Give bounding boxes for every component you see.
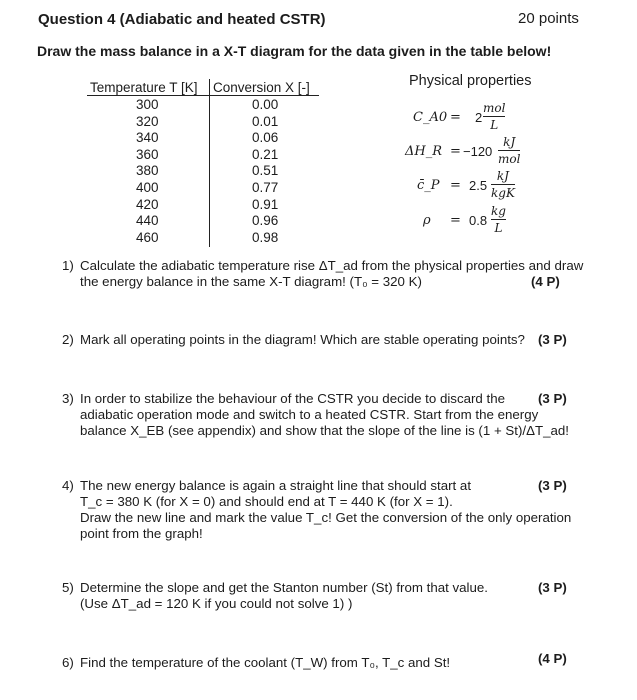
question-line: In order to stabilize the behaviour of the CSTR you decide to discard the [80, 391, 506, 406]
unit-denominator: L [490, 118, 499, 132]
property-symbol: ρ [423, 213, 431, 228]
property-unit [498, 135, 520, 166]
unit-denominator: kgK [491, 186, 515, 200]
question-points: (4 P) [531, 274, 560, 289]
question-number: 2) [62, 332, 74, 347]
table-cell-conversion: 0.77 [252, 179, 279, 195]
question-number: 4) [62, 478, 74, 493]
property-unit [491, 204, 506, 235]
question-points: (4 P) [538, 651, 567, 666]
table-header-conversion: Conversion X [-] [213, 80, 310, 95]
question-line: Find the temperature of the coolant (T_W) from T₀, T_c and St! [80, 655, 451, 670]
question-line: Calculate the adiabatic temperature rise ΔT_ad from the physical properties and draw [80, 258, 584, 273]
unit-denominator: mol [498, 152, 521, 166]
question-line: the energy balance in the same X-T diagram! (T₀ = 320 K) [80, 274, 422, 289]
property-value: 0.8 [469, 213, 488, 228]
table-cell-conversion: 0.01 [252, 113, 279, 129]
table-column-divider [209, 79, 210, 247]
temperature-column [136, 97, 159, 246]
question-number: 6) [62, 655, 74, 670]
property-equals: = [450, 178, 461, 193]
property-symbol: C_A0 [413, 110, 448, 125]
question-points: (3 P) [538, 391, 567, 406]
physical-properties-title: Physical properties [409, 73, 532, 89]
table-cell-temperature: 420 [136, 196, 159, 212]
instruction: Draw the mass balance in a X-T diagram for the data given in the table below! [37, 43, 552, 59]
table-cell-temperature: 380 [136, 163, 159, 179]
question-points: (3 P) [538, 580, 567, 595]
question-points: (3 P) [538, 332, 567, 347]
property-value: 2.5 [469, 178, 488, 193]
question-number: 3) [62, 391, 74, 406]
table-cell-conversion: 0.96 [252, 213, 279, 229]
table-cell-conversion: 0.00 [252, 97, 279, 112]
table-cell-temperature: 300 [136, 97, 159, 112]
property-equals: = [450, 213, 461, 228]
property-density [405, 205, 530, 239]
property-equals: = [450, 144, 461, 159]
unit-numerator: mol [483, 101, 506, 115]
question-points: (3 P) [538, 478, 567, 493]
unit-numerator: kJ [496, 169, 509, 183]
property-cp [405, 171, 530, 205]
property-unit [483, 101, 505, 132]
property-symbol: c̄_P [417, 178, 440, 193]
question-line: point from the graph! [80, 526, 203, 541]
property-cao [405, 103, 530, 137]
question-line: Mark all operating points in the diagram! Which are stable operating points? [80, 332, 525, 347]
total-points: 20 points [518, 10, 579, 27]
table-cell-conversion: 0.91 [252, 196, 279, 212]
question-number: 5) [62, 580, 74, 595]
table-header-rule [87, 95, 319, 96]
question-line: Determine the slope and get the Stanton number (St) from that value. [80, 580, 488, 595]
property-unit [491, 169, 515, 200]
unit-numerator: kJ [503, 135, 516, 149]
question-line: adiabatic operation mode and switch to a heated CSTR. Start from the energy [80, 407, 539, 422]
table-cell-conversion: 0.21 [252, 146, 279, 162]
table-cell-temperature: 460 [136, 229, 159, 245]
property-delta-hr [405, 137, 530, 171]
unit-numerator: kg [491, 204, 506, 218]
property-value: 2 [475, 110, 483, 125]
table-cell-conversion: 0.51 [252, 163, 279, 179]
conversion-column [252, 97, 278, 246]
unit-denominator: L [494, 221, 503, 235]
question-line: T_c = 380 K (for X = 0) and should end at T = 440 K (for X = 1). [80, 494, 453, 509]
table-cell-temperature: 340 [136, 130, 159, 146]
question-line: balance X_EB (see appendix) and show that the slope of the line is (1 + St)/ΔT_ad! [80, 423, 569, 438]
table-header-temperature: Temperature T [K] [90, 80, 198, 95]
table-cell-temperature: 320 [136, 113, 159, 129]
table-cell-temperature: 440 [136, 213, 159, 229]
question-line: Draw the new line and mark the value T_c! Get the conversion of the only operation [80, 510, 572, 525]
table-cell-temperature: 400 [136, 179, 159, 195]
table-cell-conversion: 0.98 [252, 229, 279, 245]
question-title: Question 4 (Adiabatic and heated CSTR) [38, 11, 326, 28]
question-line: (Use ΔT_ad = 120 K if you could not solve 1) ) [80, 596, 353, 611]
question-line: The new energy balance is again a straight line that should start at [80, 478, 472, 493]
property-value: −120 [463, 144, 493, 159]
table-cell-conversion: 0.06 [252, 130, 279, 146]
table-cell-temperature: 360 [136, 146, 159, 162]
property-equals: = [450, 110, 461, 125]
property-symbol: ΔH_R [405, 144, 443, 159]
question-number: 1) [62, 258, 74, 273]
